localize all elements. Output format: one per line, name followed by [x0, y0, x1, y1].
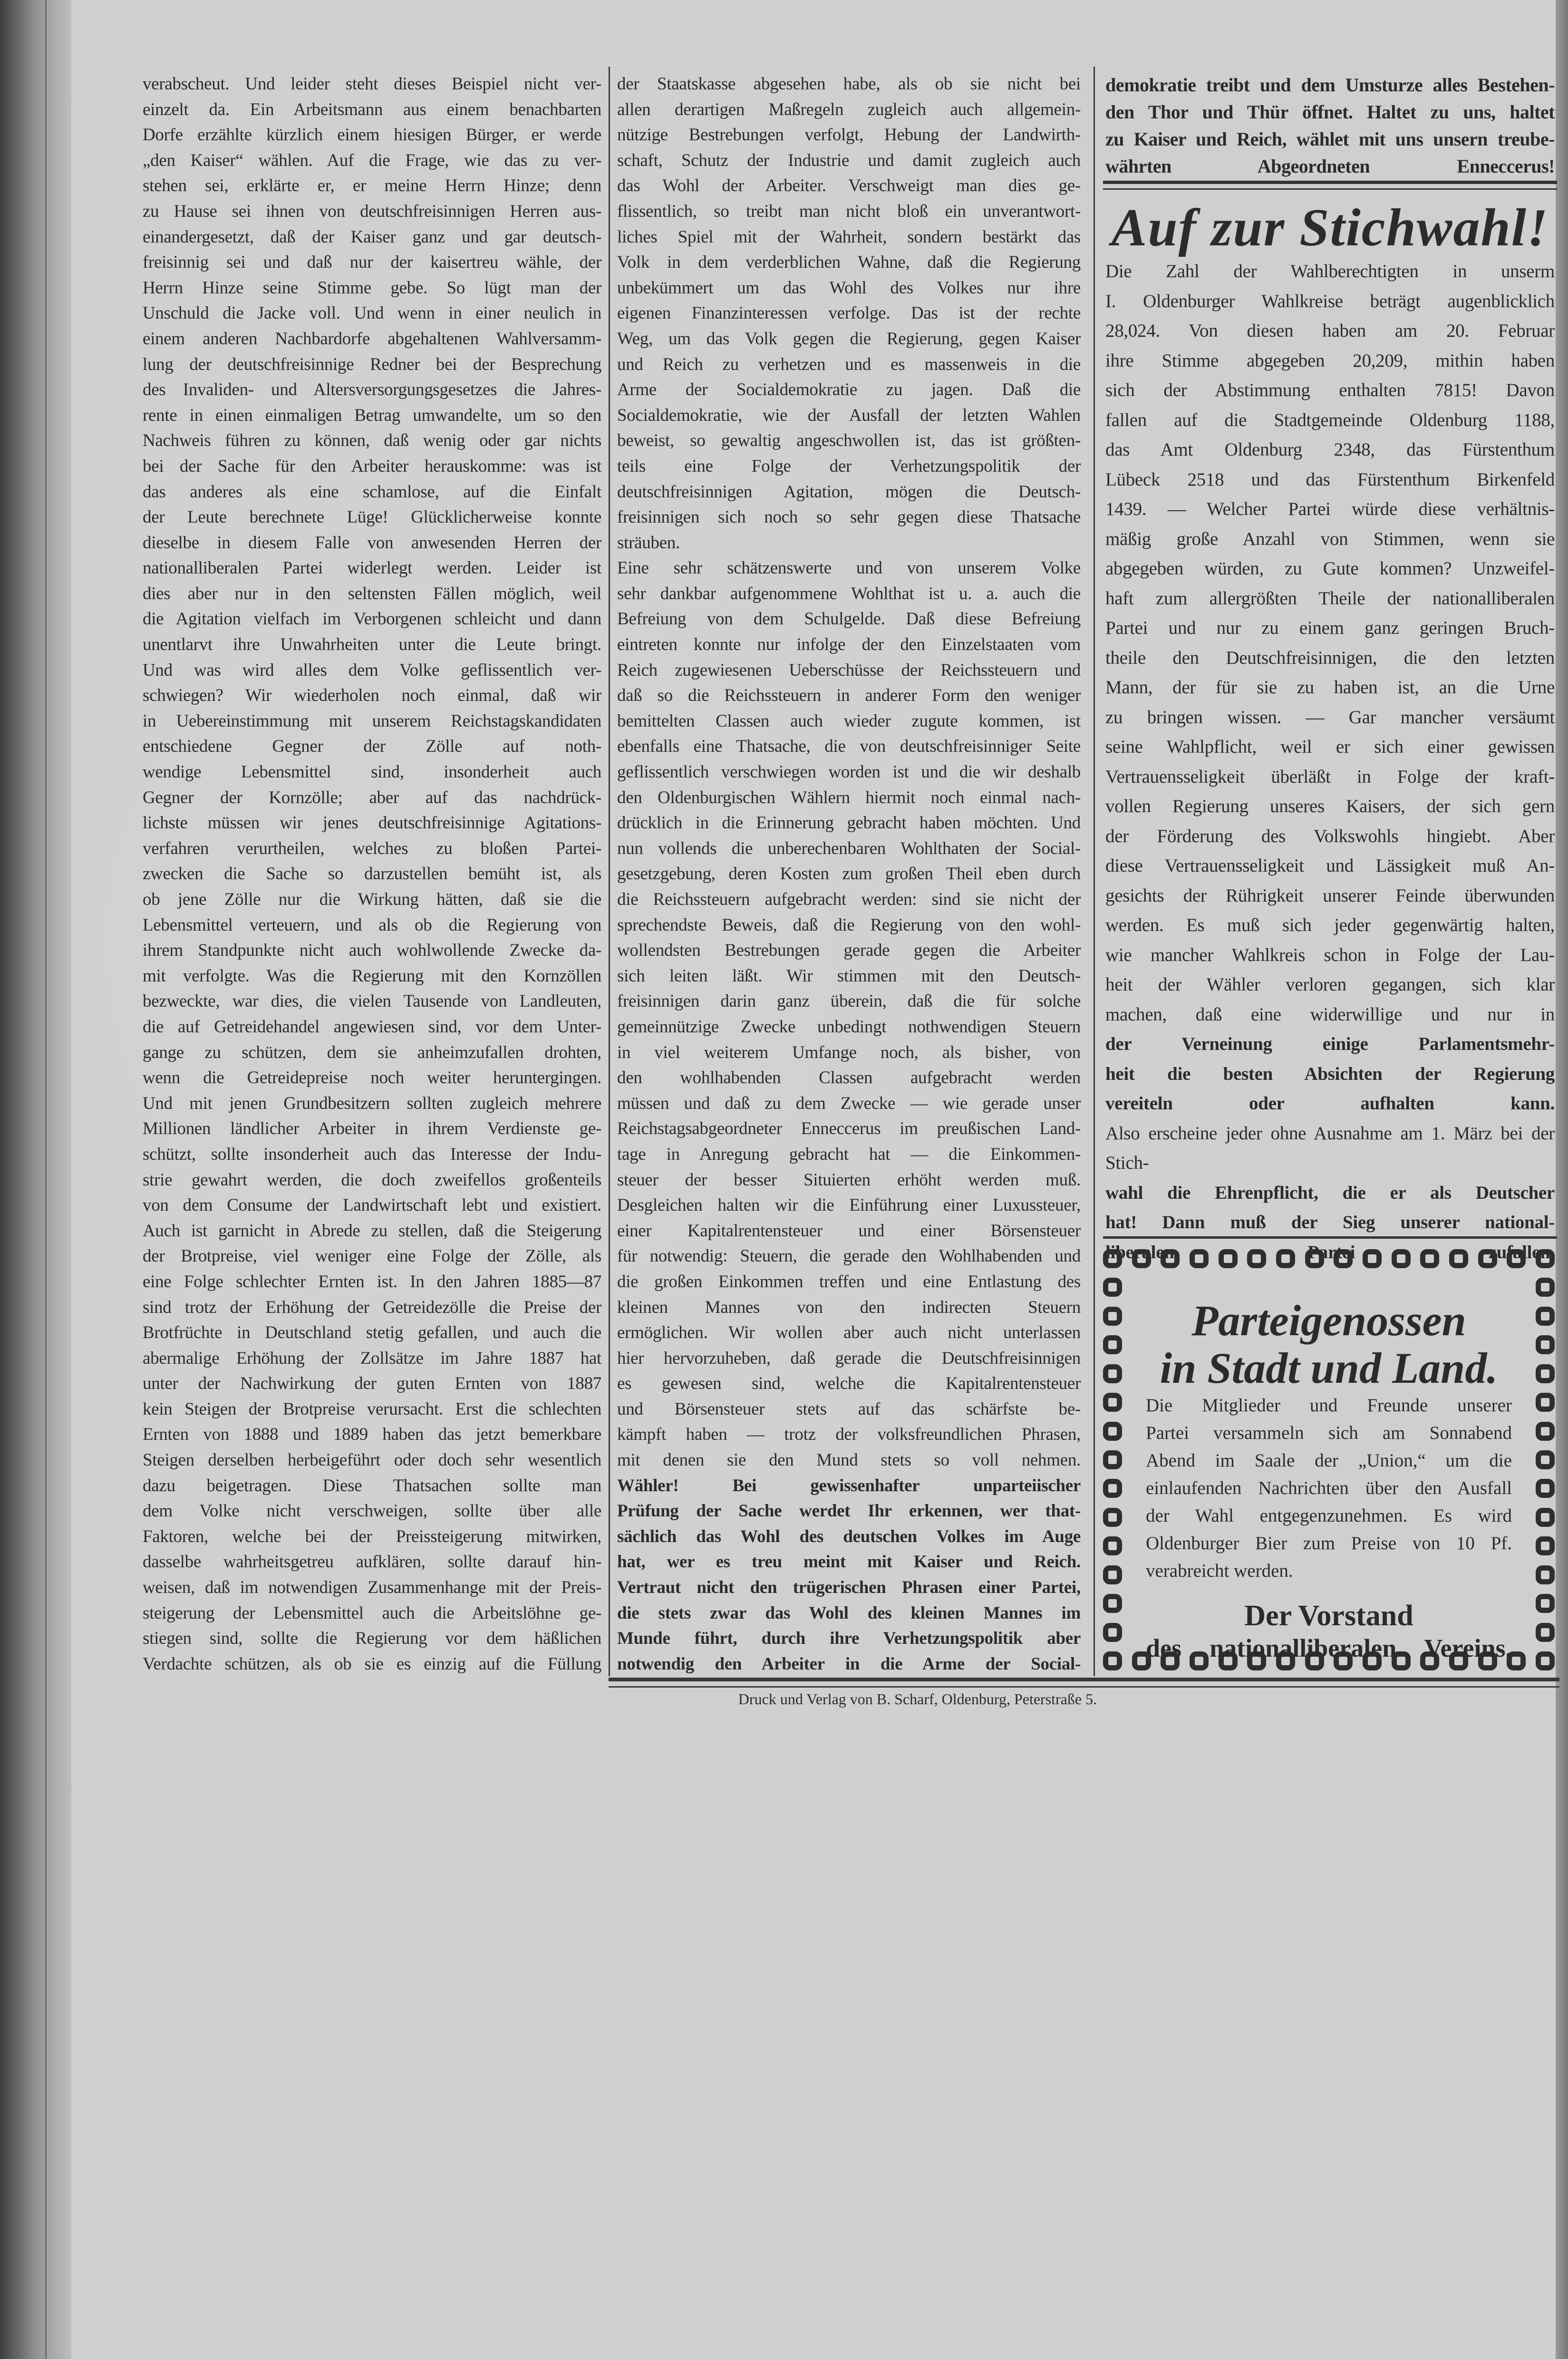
chain-link-ornament — [1536, 1307, 1555, 1326]
text-line: Abend im Saale der „Union,“ um die — [1146, 1450, 1512, 1471]
text-line: heit die besten Absichten der Regierung — [1105, 1063, 1555, 1084]
text-line: Wähler! Bei gewissenhafter unparteiischer — [617, 1476, 1081, 1495]
text-line: den wohlhabenden Classen aufgebracht werden — [617, 1068, 1081, 1088]
text-line: wollendsten Bestrebungen gerade gegen die Arbeiter — [617, 941, 1081, 961]
text-line: liches Spiel mit der Wahrheit, sondern bestärkt das — [617, 227, 1081, 247]
text-line: das Wohl der Arbeiter. Verschweigt man dies ge- — [617, 176, 1081, 196]
chain-link-ornament — [1103, 1450, 1122, 1469]
text-line: beweist, so gewaltig angeschwollen ist, das ist größten- — [617, 431, 1081, 451]
text-line: dazu beigetragen. Diese Thatsachen sollte man — [143, 1476, 601, 1495]
text-line: ermöglichen. Wir wollen aber auch nicht unterlassen — [617, 1323, 1081, 1343]
text-line: allen derartigen Maßregeln zugleich auch allgemein- — [617, 99, 1081, 119]
text-line: Munde führt, durch ihre Verhetzungspolitik aber — [617, 1629, 1081, 1649]
text-line: den Oldenburgischen Wählern hiermit noch einmal nach- — [617, 787, 1081, 807]
text-line: der Leute berechnete Lüge! Glücklicherweise konnte — [143, 507, 601, 527]
text-line: kleinen Mannes von den indirecten Steuern — [617, 1297, 1081, 1317]
chain-link-ornament — [1103, 1335, 1122, 1354]
chain-link-ornament — [1536, 1508, 1555, 1527]
chain-link-ornament — [1190, 1249, 1209, 1268]
text-line: demokratie treibt und dem Umsturze alles Bestehen- — [1105, 74, 1555, 96]
chain-link-ornament — [1536, 1536, 1555, 1555]
text-line: kämpft haben — trotz der volksfreundlichen Phrasen, — [617, 1425, 1081, 1445]
text-line: eigenen Finanzinteressen verfolge. Das ist der rechte — [617, 303, 1081, 323]
text-line: gemeinnützige Zwecke unbedingt nothwendigen Steuern — [617, 1017, 1081, 1037]
text-line: Weg, um das Volk gegen die Regierung, gegen Kaiser — [617, 329, 1081, 349]
column-divider — [609, 67, 610, 1676]
text-line: Also erscheine jeder ohne Ausnahme am 1. März bei der Stich- — [1105, 1123, 1555, 1173]
text-line: zu Kaiser und Reich, wählet mit uns unsern treube- — [1105, 128, 1555, 150]
text-line: zu bringen wissen. — Gar mancher versäumt — [1105, 707, 1555, 728]
text-line: diese Vertrauensseligkeit und Lässigkeit muß An- — [1105, 855, 1555, 876]
chain-link-ornament — [1103, 1393, 1122, 1412]
chain-link-ornament — [1536, 1364, 1555, 1383]
chain-link-ornament — [1161, 1249, 1180, 1268]
text-line: Arme der Socialdemokratie zu jagen. Daß die — [617, 380, 1081, 400]
chain-link-ornament — [1536, 1651, 1555, 1670]
text-line: notwendig den Arbeiter in die Arme der Social- — [617, 1654, 1081, 1674]
text-line: Dorfe erzählte kürzlich einem hiesigen Bürger, er werde — [143, 125, 601, 145]
text-line: der Wahl entgegenzunehmen. Es wird — [1146, 1505, 1512, 1526]
text-line: die großen Einkommen treffen und eine Entlastung des — [617, 1272, 1081, 1291]
text-line: Herrn Hinze seine Stimme gebe. So lügt man der — [143, 278, 601, 298]
text-line: liberalen Partei zufallen. — [1105, 1242, 1555, 1262]
chain-link-ornament — [1536, 1393, 1555, 1412]
text-line: I. Oldenburger Wahlkreise beträgt augenblicklich — [1105, 291, 1555, 311]
text-line: ebenfalls eine Thatsache, die von deutschfreisinniger Seite — [617, 737, 1081, 757]
text-line: entschiedene Gegner der Zölle auf noth- — [143, 737, 601, 757]
text-line: Nachweis führen zu können, daß wenig oder gar nichts — [143, 431, 601, 451]
chain-link-ornament — [1536, 1594, 1555, 1613]
text-line: abermalige Erhöhung der Zollsätze im Jahre 1887 hat — [143, 1348, 601, 1368]
text-line: Unschuld die Jacke voll. Und wenn in einer neulich in — [143, 303, 601, 323]
text-line: bei der Sache für den Arbeiter herauskomme: was ist — [143, 456, 601, 476]
chain-link-ornament — [1103, 1364, 1122, 1383]
scan-binding-edge — [1556, 0, 1568, 2359]
text-line: Lebensmittel verteuern, und als ob die Regierung von — [143, 915, 601, 935]
text-line: sehr dankbar aufgenommene Wohlthat ist u. a. auch die — [617, 583, 1081, 603]
emphasis-text — [1105, 1029, 1555, 1119]
text-line: deutschfreisinnigen Agitation, mögen die Deutsch- — [617, 482, 1081, 502]
chain-link-ornament — [1363, 1249, 1382, 1268]
text-line: Vertrauensseligkeit überläßt in Folge der kraft- — [1105, 766, 1555, 787]
text-line: wenn die Getreidepreise noch weiter heruntergingen. — [143, 1068, 601, 1088]
text-line: einzelt da. Ein Arbeitsmann aus einem benachbarten — [143, 99, 601, 119]
section-rule — [1103, 181, 1557, 190]
text-line: Volk in dem verderblichen Wahne, daß die Regierung — [617, 252, 1081, 272]
text-line: Eine sehr schätzenswerte und von unserem Volke — [617, 558, 1081, 578]
text-line: die auf Getreidehandel angewiesen sind, vor dem Unter- — [143, 1017, 601, 1037]
article-column-1 — [143, 71, 601, 1677]
text-line: fallen auf die Stadtgemeinde Oldenburg 1188, — [1105, 409, 1555, 430]
text-line: sich leiten läßt. Wir stimmen mit den Deutsch- — [617, 966, 1081, 986]
text-line: teils eine Folge der Verhetzungspolitik der — [617, 456, 1081, 476]
ad-subtitle: in Stadt und Land. — [1160, 1344, 1498, 1392]
text-line: flissentlich, so treibt man nicht bloß ein unverantwort- — [617, 201, 1081, 221]
chain-link-ornament — [1392, 1249, 1411, 1268]
chain-link-ornament — [1103, 1307, 1122, 1326]
text-line: zwecken die Sache so darzustellen bemüht ist, als — [143, 864, 601, 884]
text-line: vollen Regierung unseres Kaisers, der sich gern — [1105, 796, 1555, 816]
ad-text-last: verabreicht werden. — [1146, 1561, 1293, 1581]
text-line: Steigen derselben herbeigeführt oder doch sehr wesentlich — [143, 1450, 601, 1470]
text-line: Millionen ländlicher Arbeiter in ihrem Verdienste ge- — [143, 1119, 601, 1139]
chain-link-ornament — [1219, 1249, 1238, 1268]
text-line: freisinnig sei und daß nur der kaisertreu wähle, der — [143, 252, 601, 272]
text-line: haft zum allergrößten Theile der nationalliberalen — [1105, 588, 1555, 609]
stichwahl-article — [1105, 257, 1555, 1267]
text-line: der Förderung des Volkswohls hingiebt. Aber — [1105, 825, 1555, 846]
text-line: rente in einen einmaligen Betrag umwandelte, um so den — [143, 405, 601, 425]
chain-link-ornament — [1103, 1536, 1122, 1555]
text-line: Die Zahl der Wahlberechtigten in unserm — [1105, 261, 1555, 282]
text-line: tage in Anregung gebracht hat — die Einkommen- — [617, 1144, 1081, 1164]
text-line: müssen und daß zu dem Zwecke — wie gerade unser — [617, 1093, 1081, 1113]
text-line: Lübeck 2518 und das Fürstenthum Birkenfeld — [1105, 469, 1555, 490]
text-line: Reich zugewiesenen Ueberschüsse der Reichssteuern und — [617, 660, 1081, 680]
text-line: in Uebereinstimmung mit unserem Reichstagskandidaten — [143, 711, 601, 731]
chain-link-ornament — [1536, 1278, 1555, 1297]
text-line: Verdachte schützen, als ob sie es einzig auf die Füllung — [143, 1654, 601, 1674]
text-line: eintreten konnte nur infolge der den Einzelstaaten vom — [617, 635, 1081, 655]
text-line: hat! Dann muß der Sieg unserer national- — [1105, 1212, 1555, 1233]
text-line: ob jene Zölle nur die Wirkung hätten, daß sie die — [143, 890, 601, 909]
text-line: einandergesetzt, daß der Kaiser ganz und gar deutsch- — [143, 227, 601, 247]
text-line: nationalliberalen Partei widerlegt werden. Leider ist — [143, 558, 601, 578]
text-line: nun vollends die unberechenbaren Wohlthaten der Social- — [617, 838, 1081, 858]
text-line: gesetzgebung, deren Kosten zum großen Theil eben durch — [617, 864, 1081, 884]
text-line: bemittelten Classen auch wieder zugute kommen, ist — [617, 711, 1081, 731]
text-line: schwiegen? Wir wiederholen noch einmal, daß wir — [143, 686, 601, 706]
article-body — [1105, 257, 1555, 1029]
text-line: schaft, Schutz der Industrie und damit zugleich auch — [617, 150, 1081, 170]
text-line: Und mit jenen Grundbesitzern sollten zugleich mehrere — [143, 1093, 601, 1113]
text-line: die stets zwar das Wohl des kleinen Mannes im — [617, 1603, 1081, 1623]
chain-link-ornament — [1449, 1249, 1468, 1268]
chain-link-ornament — [1103, 1565, 1122, 1584]
text-line: sich der Abstimmung enthalten 7815! Davon — [1105, 380, 1555, 400]
text-line: einem anderen Nachbardorfe abgehaltenen Wahlversamm- — [143, 329, 601, 349]
text-line: stehen sei, erklärte er, er meine Herrn Hinze; denn — [143, 176, 601, 196]
text-line: des Invaliden- und Altersversorgungsgesetzes die Jahres- — [143, 380, 601, 400]
text-line: unbekümmert um das Wohl des Volkes nur ihre — [617, 278, 1081, 298]
text-line: seine Wahlpflicht, weil er sich einer gewissen — [1105, 737, 1555, 757]
text-line: Desgleichen halten wir die Einführung einer Luxussteuer, — [617, 1195, 1081, 1215]
text-line: Brotfrüchte in Deutschland stetig gefallen, und auch die — [143, 1323, 601, 1343]
text-line: verabscheut. Und leider steht dieses Beispiel nicht ver- — [143, 74, 601, 94]
text-line: Befreiung von dem Schulgelde. Daß diese Befreiung — [617, 609, 1081, 629]
text-line: in viel weiterem Umfange noch, als bisher, von — [617, 1042, 1081, 1062]
footer-rule — [609, 1678, 1559, 1688]
text-line: freisinnigen darin ganz überein, daß die für solche — [617, 991, 1081, 1011]
chain-link-ornament — [1103, 1623, 1122, 1642]
text-line: Mann, der für sie zu haben ist, an die Urne — [1105, 677, 1555, 698]
text-line: die Agitation vielfach im Verborgenen schleicht und dann — [143, 609, 601, 629]
text-line: Gegner der Kornzölle; aber auf das nachdrück- — [143, 787, 601, 807]
text-line: das Amt Oldenburg 2348, das Fürstenthum — [1105, 439, 1555, 460]
text-line: steuer der besser Situierten erhöht werden muß. — [617, 1170, 1081, 1190]
text-line: dasselbe wahrheitsgetreu aufklären, sollte darauf hin- — [143, 1552, 601, 1572]
text-line: Partei und nur zu einem ganz geringen Bruch- — [1105, 618, 1555, 638]
chain-link-ornament — [1536, 1623, 1555, 1642]
text-line: Oldenburger Bier zum Preise von 10 Pf. — [1146, 1533, 1512, 1553]
text-line: Socialdemokratie, wie der Ausfall der letzten Wahlen — [617, 405, 1081, 425]
text-line: Die Mitglieder und Freunde unserer — [1146, 1395, 1512, 1416]
printer-imprint: Druck und Verlag von B. Scharf, Oldenburg, Peterstraße 5. — [738, 1690, 1097, 1708]
text-line: gange zu schützen, dem sie anheimzufallen drohten, — [143, 1042, 601, 1062]
chain-link-ornament — [1103, 1594, 1122, 1613]
text-line: mit denen sie den Mund stets so voll nehmen. — [617, 1450, 1081, 1470]
text-line: der Verneinung einige Parlamentsmehr- — [1105, 1034, 1555, 1054]
text-line: dies aber nur in den seltensten Fällen möglich, weil — [143, 583, 601, 603]
text-line: unentlarvt ihre Unwahrheiten unter die Leute bringt. — [143, 635, 601, 655]
text-line: von dem Consume der Landwirtschaft lebt und existiert. — [143, 1195, 601, 1215]
party-meeting-advertisement — [1103, 1249, 1555, 1670]
text-line: der Staatskasse abgesehen habe, als ob sie nicht bei — [617, 74, 1081, 94]
text-line: bezweckte, war dies, die vielen Tausende von Landleuten, — [143, 991, 601, 1011]
text-line: für notwendig: Steuern, die gerade den Wohlhabenden und — [617, 1246, 1081, 1266]
chain-link-ornament — [1536, 1479, 1555, 1498]
article-column-2 — [617, 71, 1081, 1677]
chain-link-ornament — [1536, 1335, 1555, 1354]
text-line: vereiteln oder aufhalten kann. — [1105, 1093, 1555, 1114]
text-line: das anderes als eine schamlose, auf die Einfalt — [143, 482, 601, 502]
chain-link-ornament — [1334, 1249, 1353, 1268]
text-line: unter der Nachwirkung der guten Ernten von 1887 — [143, 1374, 601, 1394]
text-line: lung der deutschfreisinnige Redner bei der Besprechung — [143, 354, 601, 374]
text-line: Auch ist garnicht in Abrede zu stellen, daß die Steigerung — [143, 1221, 601, 1241]
text-line: währten Abgeordneten Enneccerus! — [1105, 155, 1555, 177]
text-line: steigerung der Lebensmittel auch die Arbeitslöhne ge- — [143, 1603, 601, 1623]
text-line: wahl die Ehrenpflicht, die er als Deutscher — [1105, 1182, 1555, 1203]
text-line: einlaufenden Nachrichten über den Ausfall — [1146, 1478, 1512, 1498]
text-line: Faktoren, welche bei der Preissteigerung mitwirken, — [143, 1526, 601, 1546]
text-line: Vertraut nicht den trügerischen Phrasen einer Partei, — [617, 1578, 1081, 1598]
text-line: theile den Deutschfreisinnigen, die den letzten — [1105, 647, 1555, 668]
chain-link-ornament — [1247, 1249, 1266, 1268]
chain-link-ornament — [1103, 1422, 1122, 1441]
text-line: sächlich das Wohl des deutschen Volkes im Auge — [617, 1526, 1081, 1546]
text-line: lichste müssen wir jenes deutschfreisinnige Agitations- — [143, 813, 601, 833]
ad-signature-org: des nationalliberalen Vereins. — [1146, 1634, 1512, 1662]
text-line: kein Steigen der Brotpreise verursacht. Erst die schlechten — [143, 1399, 601, 1419]
scan-left-edge — [0, 0, 71, 2359]
text-line: nützige Bestrebungen verfolgt, Hebung der Landwirth- — [617, 125, 1081, 145]
text-line: Prüfung der Sache werdet Ihr erkennen, wer that- — [617, 1501, 1081, 1521]
text-line: sind trotz der Erhöhung der Getreidezölle die Preise der — [143, 1297, 601, 1317]
text-line: der Brotpreise, viel weniger eine Folge der Zölle, als — [143, 1246, 601, 1266]
chain-link-ornament — [1103, 1651, 1122, 1670]
chain-link-ornament — [1132, 1249, 1151, 1268]
chain-link-ornament — [1103, 1479, 1122, 1498]
text-line: Reichstagsabgeordneter Enneccerus im preußischen Land- — [617, 1119, 1081, 1139]
section-rule — [1103, 1236, 1557, 1242]
text-line: und Börsensteuer stets auf das schärfste be- — [617, 1399, 1081, 1419]
text-line: Ernten von 1888 und 1889 haben das jetzt bemerkbare — [143, 1425, 601, 1445]
chain-link-ornament — [1536, 1249, 1555, 1268]
chain-link-ornament — [1420, 1249, 1439, 1268]
text-line: die Reichssteuern aufgebracht werden: sind sie nicht der — [617, 890, 1081, 909]
text-line: eine Folge schlechter Ernten ist. In den Jahren 1885—87 — [143, 1272, 601, 1291]
text-line: hat, wer es treu meint mit Kaiser und Reich. — [617, 1552, 1081, 1572]
chain-link-ornament — [1305, 1249, 1324, 1268]
closing-text — [1105, 1119, 1555, 1178]
chain-link-ornament — [1536, 1422, 1555, 1441]
text-line: werden. Es muß sich jeder gegenwärtig halten, — [1105, 915, 1555, 935]
text-line: stiegen sind, sollte die Regierung vor dem häßlichen — [143, 1629, 601, 1649]
text-line: gesichts der Rührigkeit unserer Feinde überwunden — [1105, 885, 1555, 906]
chain-link-ornament — [1478, 1249, 1497, 1268]
text-line: weisen, daß im notwendigen Zusammenhange mit der Preis- — [143, 1578, 601, 1598]
text-line: zu Hause sei ihnen von deutschfreisinnigen Herren aus- — [143, 201, 601, 221]
text-line: sträuben. — [617, 533, 680, 553]
column-divider — [1094, 67, 1095, 1676]
chain-link-ornament — [1103, 1249, 1122, 1268]
text-line: dem Volke nicht verschweigen, sollte über alle — [143, 1501, 601, 1521]
text-line: mit verfolgte. Was die Regierung mit den Kornzöllen — [143, 966, 601, 986]
chain-link-ornament — [1507, 1249, 1526, 1268]
text-line: drücklich in die Erinnerung gebracht haben möchten. Und — [617, 813, 1081, 833]
voter-appeal — [617, 1473, 1081, 1677]
text-line: strie gewahrt werden, die doch zweifellos großenteils — [143, 1170, 601, 1190]
text-line: es gewesen sind, welche die Kapitalrentensteuer — [617, 1374, 1081, 1394]
column-3-continuation — [1105, 71, 1555, 180]
ad-text — [1146, 1392, 1512, 1557]
text-line: sprechendste Beweis, daß die Regierung von den wohl- — [617, 915, 1081, 935]
text-line: Partei versammeln sich am Sonnabend — [1146, 1423, 1512, 1443]
text-line: „den Kaiser“ wählen. Auf die Frage, wie das zu ver- — [143, 150, 601, 170]
text-line: abgegeben würden, zu Gute kommen? Unzweifel- — [1105, 558, 1555, 579]
ad-signature: Der Vorstand — [1244, 1600, 1413, 1632]
text-line: freisinnigen sich noch so sehr gegen diese Thatsache — [617, 507, 1081, 527]
text-line: machen, daß eine widerwillige und nur in — [1105, 1004, 1555, 1025]
ad-title: Parteigenossen — [1191, 1296, 1466, 1345]
text-line: ihre Stimme abgegeben 20,209, mithin haben — [1105, 350, 1555, 371]
text-line: heit der Wähler verloren gegangen, sich klar — [1105, 974, 1555, 995]
text-line: mäßig große Anzahl von Stimmen, wenn sie — [1105, 528, 1555, 549]
text-line: und Reich zu verhetzen und es massenweis in die — [617, 354, 1081, 374]
text-line: wie mancher Wahlkreis schon in Folge der Lau- — [1105, 944, 1555, 965]
article-body — [617, 71, 1081, 1473]
chain-link-ornament — [1536, 1565, 1555, 1584]
chain-link-ornament — [1103, 1508, 1122, 1527]
text-line: hier hervorzuheben, daß gerade die Deutschfreisinnigen — [617, 1348, 1081, 1368]
chain-link-ornament — [1276, 1249, 1295, 1268]
text-line: daß so die Reichssteuern in anderer Form den weniger — [617, 686, 1081, 706]
chain-link-ornament — [1536, 1450, 1555, 1469]
text-line: verfahren verurtheilen, welches zu bloßen Partei- — [143, 838, 601, 858]
headline-stichwahl: Auf zur Stichwahl! — [1111, 198, 1549, 257]
chain-link-ornament — [1103, 1278, 1122, 1297]
text-line: den Thor und Thür öffnet. Haltet zu uns, haltet — [1105, 101, 1555, 123]
text-line: Und was wird alles dem Volke geflissentlich ver- — [143, 660, 601, 680]
text-line: geflissentlich verschwiegen worden ist und die wir deshalb — [617, 762, 1081, 782]
text-line: schützt, sollte insonderheit auch das Interesse der Indu- — [143, 1144, 601, 1164]
text-line: 28,024. Von diesen haben am 20. Februar — [1105, 320, 1555, 341]
text-line: einer Kapitalrentensteuer und einer Börsensteuer — [617, 1221, 1081, 1241]
text-line: 1439. — Welcher Partei würde diese verhältnis- — [1105, 499, 1555, 519]
text-line: dieselbe in diesem Falle von anwesenden Herren der — [143, 533, 601, 553]
text-line: ihrem Standpunkte nicht auch wohlwollende Zwecke da- — [143, 941, 601, 961]
text-line: wendige Lebensmittel sind, insonderheit auch — [143, 762, 601, 782]
